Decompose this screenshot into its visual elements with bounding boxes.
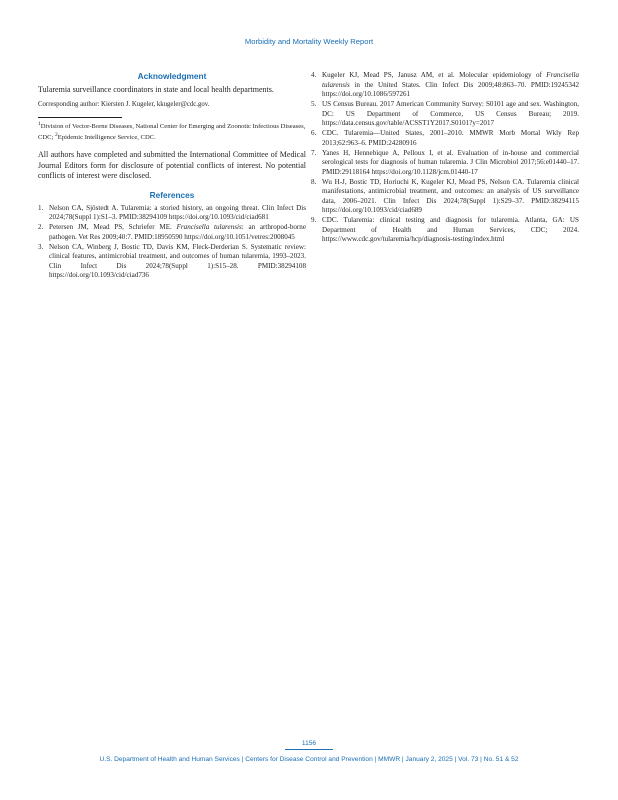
reference-list-right: [311, 71, 579, 245]
footnote-divider: [38, 117, 122, 118]
references-title: References: [149, 189, 195, 200]
page-number: 1156: [301, 740, 317, 747]
reference-item: 7. Yanes H, Hennebique A, Pelloux I, et al. Evaluation of in-house and commercial serological tests for diagnosis of human tularemia. J Clin Microbiol 2017;56:e01440–17. PMID:29118164 https://doi.org/10.1128/jcm.01440-17: [311, 148, 579, 176]
acknowledgment-title: Acknowledgment: [137, 71, 207, 81]
page-footer: U.S. Department of Health and Human Services | Centers for Disease Control and Prevention | MMWR | January 2, 2025 | Vol. 73 | No. 51 & 52: [99, 756, 519, 763]
right-column: [311, 71, 579, 245]
reference-list-left: [38, 204, 306, 281]
reference-item: 4. Kugeler KJ, Mead PS, Janusz AM, et al. Molecular epidemiology of Francisella tularensis in the United States. Clin Infect Dis 2009;48:863–70. PMID:19245342 https://doi.org/10.1086/597261: [311, 71, 579, 98]
corresponding-author: Corresponding author: Kiersten J. Kugeler, kkugeler@cdc.gov.: [38, 100, 210, 108]
reference-item: 2. Petersen JM, Mead PS, Schriefer ME. Francisella tularensis: an arthropod-borne pathogen. Vet Res 2009;40:7. PMID:18950590 https://doi.org/10.1051/vetres:2008045: [38, 223, 306, 241]
reference-item: 6. CDC. Tularemia—United States, 2001–2010. MMWR Morb Mortal Wkly Rep 2013;62:963–6. PMID:24280916: [311, 129, 579, 147]
reference-item: 1. Nelson CA, Sjöstedt A. Tularemia: a storied history, an ongoing threat. Clin Infect Dis 2024;78(Suppl 1):S1–3. PMID:38294109 https://doi.org/10.1093/cid/ciad681: [38, 203, 306, 222]
acknowledgment-text: Tularemia surveillance coordinators in state and local health departments.: [38, 85, 274, 94]
reference-item: 3. Nelson CA, Winberg J, Bostic TD, Davis KM, Fleck-Derderian S. Systematic review: clinical features, antimicrobial treatment, and outcomes of human tularemia, 1993–2023. Clin Infect Dis 2024;78(Suppl 1):S15–28. PMID:38294108 https://doi.org/10.1093/cid/ciad736: [38, 242, 306, 280]
reference-item: 5. US Census Bureau. 2017 American Community Survey: S0101 age and sex. Washington, DC: US Department of Commerce, US Census Bureau; 2019. https://data.census.gov/table/ACSST1Y2017.S0101?y=2017: [311, 100, 579, 127]
reference-item: 9. CDC. Tularemia: clinical testing and diagnosis for tularemia. Atlanta, GA: US Department of Health and Human Services, CDC; 2024. https://www.cdc.gov/tularemia/hcp/diagnosis-testing/index.html: [311, 216, 579, 243]
affiliations: $^1$Division of Vector-Borne Diseases, National Center for Emerging and Zoonotic Infectious Diseases, CDC; $^2$Epidemic Intelligence Service, CDC.: [38, 120, 306, 142]
disclosure-statement: All authors have completed and submitted the International Committee of Medical Journal Editors form for disclosure of potential conflicts of interest. No potential conflicts of interest were disclosed.: [38, 150, 306, 181]
journal-header: Morbidity and Mortality Weekly Report: [244, 37, 374, 46]
footer-divider: [285, 749, 333, 750]
left-column: [38, 71, 306, 281]
reference-item: 8. Wu H-J, Bostic TD, Horiuchi K, Kugeler KJ, Mead PS, Nelson CA. Tularemia clinical manifestations, antimicrobial treatment, and outcomes: an analysis of US surveillance data, 2006–2021. Clin Infect Dis 2024;78(Suppl 1):S29–37. PMID:38294115 https://doi.org/10.1093/cid/ciad689: [311, 177, 579, 214]
